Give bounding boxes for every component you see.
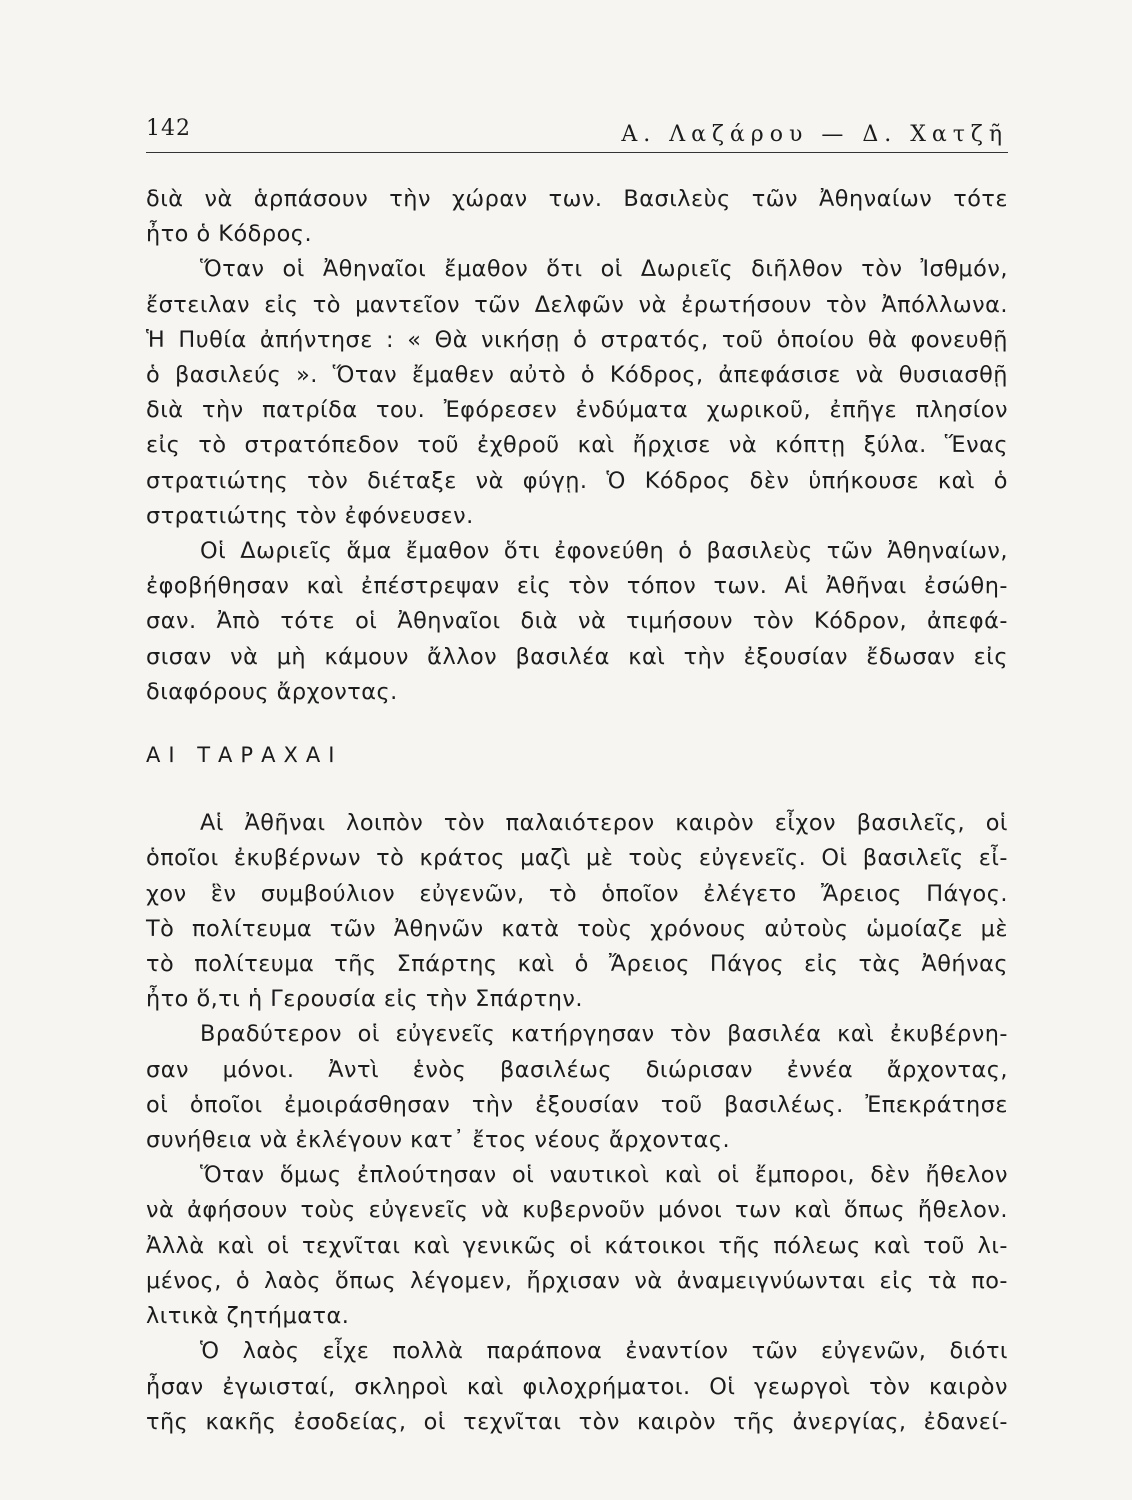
- paragraph: [146, 182, 1008, 217]
- text-line: Βραδύτερον οἱ εὐγενεῖς κατήργησαν τὸν βασιλέα καὶ ἐκυβέρνη-: [200, 1021, 1008, 1048]
- text-line: ὁ βασιλεύς ». Ὅταν ἔμαθεν αὐτὸ ὁ Κόδρος, ἀπεφάσισε νὰ θυσιασθῇ: [146, 362, 1008, 389]
- text-line: ἦτο ὅ,τι ἡ Γερουσία εἰς τὴν Σπάρτην.: [146, 986, 584, 1013]
- paragraph: [146, 1299, 1008, 1334]
- paragraph: [146, 217, 1008, 252]
- text-line: ἦσαν ἐγωισταί, σκληροὶ καὶ φιλοχρήματοι. Οἱ γεωργοὶ τὸν καιρὸν: [146, 1373, 1008, 1400]
- page-header: [146, 112, 1008, 153]
- text-line: τῆς κακῆς ἐσοδείας, οἱ τεχνῖται τὸν καιρὸν τῆς ἀνεργίας, ἐδανεί-: [146, 1408, 1008, 1435]
- text-line: χον ἓν συμβούλιον εὐγενῶν, τὸ ὁποῖον ἐλέγετο Ἄρειος Πάγος.: [146, 880, 1008, 907]
- paragraph: [146, 288, 1008, 499]
- paragraph: [146, 1158, 1008, 1193]
- text-line: εἰς τὸ στρατόπεδον τοῦ ἐχθροῦ καὶ ἤρχισε νὰ κόπτῃ ξύλα. Ἕνας: [146, 432, 1008, 459]
- paragraph: [146, 1334, 1008, 1369]
- text-line: ὁποῖοι ἐκυβέρνων τὸ κράτος μαζὶ μὲ τοὺς εὐγενεῖς. Οἱ βασιλεῖς εἶ-: [146, 845, 1008, 872]
- text-line: οἱ ὁποῖοι ἐμοιράσθησαν τὴν ἐξουσίαν τοῦ βασιλέως. Ἐπεκράτησε: [146, 1091, 1008, 1118]
- text-line: Ἀλλὰ καὶ οἱ τεχνῖται καὶ γενικῶς οἱ κάτοικοι τῆς πόλεως καὶ τοῦ λι-: [146, 1232, 1008, 1259]
- paragraph: [146, 1053, 1008, 1123]
- text-line: Αἱ Ἀθῆναι λοιπὸν τὸν παλαιότερον καιρὸν εἶχον βασιλεῖς, οἱ: [200, 810, 1008, 837]
- text-line: διὰ νὰ ἁρπάσουν τὴν χώραν των. Βασιλεὺς τῶν Ἀθηναίων τότε: [146, 186, 1008, 212]
- paragraph: [146, 1017, 1008, 1052]
- paragraph: [146, 534, 1008, 569]
- paragraph: [146, 1193, 1008, 1299]
- text-line: τὸ πολίτευμα τῆς Σπάρτης καὶ ὁ Ἄρειος Πάγος εἰς τὰς Ἀθήνας: [146, 951, 1008, 978]
- text-line: συνήθεια νὰ ἐκλέγουν κατ᾽ ἔτος νέους ἄρχοντας.: [146, 1127, 731, 1154]
- text-line: στρατιώτης τὸν διέταξε νὰ φύγῃ. Ὁ Κόδρος δὲν ὑπήκουσε καὶ ὁ: [146, 467, 1008, 494]
- text-line: σαν μόνοι. Ἀντὶ ἑνὸς βασιλέως διώρισαν ἐννέα ἄρχοντας,: [146, 1056, 1008, 1083]
- paragraph: [146, 499, 1008, 534]
- paragraph: [146, 806, 1008, 841]
- text-line: Οἱ Δωριεῖς ἅμα ἔμαθον ὅτι ἐφονεύθη ὁ βασιλεὺς τῶν Ἀθηναίων,: [200, 538, 1008, 565]
- paragraph: [146, 569, 1008, 675]
- text-line: λιτικὰ ζητήματα.: [146, 1303, 350, 1330]
- paragraph: [146, 675, 1008, 710]
- text-line: Ἡ Πυθία ἀπήντησε : « Θὰ νικήσῃ ὁ στρατός, τοῦ ὁποίου θὰ φονευθῇ: [146, 326, 1008, 353]
- body-text: [146, 182, 1008, 1440]
- text-line: σαν. Ἀπὸ τότε οἱ Ἀθηναῖοι διὰ νὰ τιμήσουν τὸν Κόδρον, ἀπεφά-: [146, 608, 1008, 635]
- section-heading: ΑΙ ΤΑΡΑΧΑΙ: [146, 743, 343, 768]
- text-line: στρατιώτης τὸν ἐφόνευσεν.: [146, 502, 474, 529]
- paragraph: [146, 1370, 1008, 1440]
- paragraph: [146, 1123, 1008, 1158]
- paragraph: [146, 982, 1008, 1017]
- text-line: Ὅταν ὅμως ἐπλούτησαν οἱ ναυτικοὶ καὶ οἱ ἔμποροι, δὲν ἤθελον: [200, 1162, 1008, 1189]
- text-line: νὰ ἀφήσουν τοὺς εὐγενεῖς νὰ κυβερνοῦν μόνοι των καὶ ὅπως ἤθελον.: [146, 1197, 1008, 1224]
- text-line: μένος, ὁ λαὸς ὅπως λέγομεν, ἤρχισαν νὰ ἀναμειγνύωνται εἰς τὰ πο-: [146, 1267, 1008, 1294]
- paragraph: [146, 841, 1008, 982]
- text-line: ἔστειλαν εἰς τὸ μαντεῖον τῶν Δελφῶν νὰ ἐρωτήσουν τὸν Ἀπόλλωνα.: [146, 291, 1008, 318]
- text-line: Ὅταν οἱ Ἀθηναῖοι ἔμαθον ὅτι οἱ Δωριεῖς διῆλθον τὸν Ἰσθμόν,: [200, 256, 1008, 283]
- text-line: ἦτο ὁ Κόδρος.: [146, 221, 313, 248]
- text-line: Ὁ λαὸς εἶχε πολλὰ παράπονα ἐναντίον τῶν εὐγενῶν, διότι: [200, 1338, 1008, 1365]
- text-line: ἐφοβήθησαν καὶ ἐπέστρεψαν εἰς τὸν τόπον των. Αἱ Ἀθῆναι ἐσώθη-: [146, 573, 1008, 600]
- text-line: διὰ τὴν πατρίδα του. Ἐφόρεσεν ἐνδύματα χωρικοῦ, ἐπῆγε πλησίον: [146, 397, 1008, 424]
- page-number: 142: [146, 116, 191, 141]
- text-line: διαφόρους ἄρχοντας.: [146, 678, 398, 705]
- text-line: Τὸ πολίτευμα τῶν Ἀθηνῶν κατὰ τοὺς χρόνους αὐτοὺς ὡμοίαζε μὲ: [146, 915, 1008, 942]
- text-line: σισαν νὰ μὴ κάμουν ἄλλον βασιλέα καὶ τὴν ἐξουσίαν ἔδωσαν εἰς: [146, 643, 1008, 670]
- running-head: Α. Λαζάρου — Δ. Χατζῆ: [621, 122, 1008, 147]
- paragraph: [146, 252, 1008, 287]
